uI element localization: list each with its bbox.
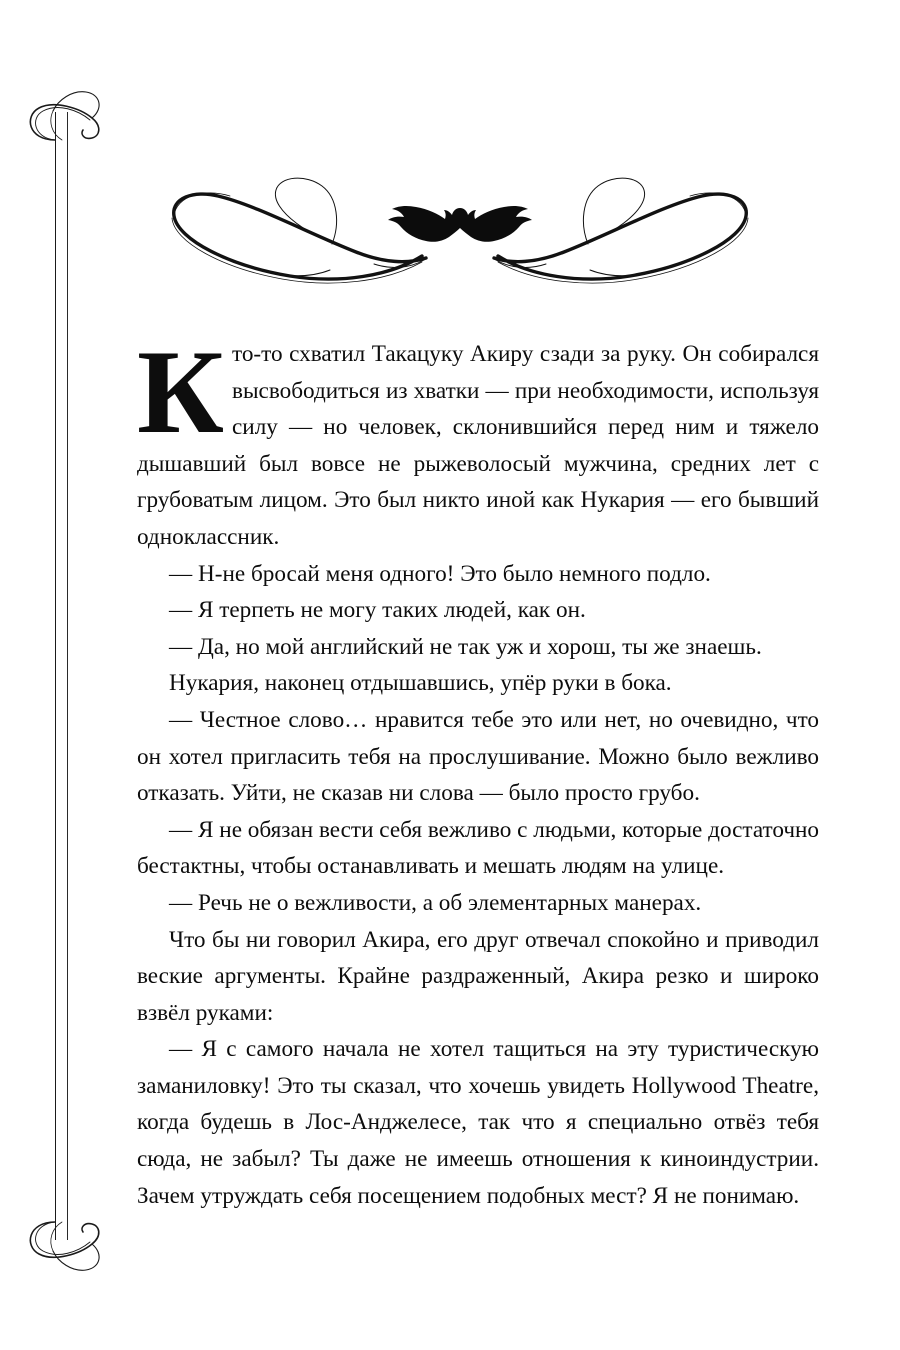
paragraph-text: то-то схватил Такацуку Акиру сзади за руку. Он собирался высвободиться из хватки — при необходимости, используя силу — но человек, склонившийся перед ним и тяжело дышавший был вовсе не рыжеволосый мужчина, средних лет с грубоватым лицом. Это был никто иной как Нукария — его бывший одноклассник.: [137, 341, 819, 550]
vertical-margin-rule: [0, 0, 130, 1350]
paragraph-dialogue-6: — Речь не о вежливости, а об элементарных манерах.: [169, 889, 702, 916]
margin-flourish-top-icon: [8, 78, 120, 188]
paragraph-dialogue-2: — Я терпеть не могу таких людей, как он.: [169, 597, 586, 624]
bat-flourish-ornament: [160, 172, 760, 292]
paragraph-dialogue-3: — Да, но мой английский не так уж и хорош, ты же знаешь.: [169, 633, 762, 660]
body-text-column: [137, 325, 819, 1214]
paragraph-narrative-2: Что бы ни говорил Акира, его друг отвечал спокойно и приводил веские аргументы. Крайне раздраженный, Акира резко и широко взвёл руками:: [137, 926, 819, 1026]
paragraph-narrative-1: Нукария, наконец отдышавшись, упёр руки в бока.: [169, 670, 672, 697]
paragraph-dialogue-4: — Честное слово… нравится тебе это или нет, но очевидно, что он хотел пригласить тебя на прослушивание. Можно было вежливо отказать. Уйти, не сказав ни слова — было просто грубо.: [137, 706, 819, 807]
margin-rule-line-secondary: [67, 112, 68, 1240]
paragraph-dialogue-5: — Я не обязан вести себя вежливо с людьми, которые достаточно бестактны, чтобы останавливать и мешать людям на улице.: [137, 816, 819, 880]
bat-silhouette-icon: [388, 206, 532, 242]
drop-cap-letter: К: [137, 325, 225, 458]
margin-flourish-bottom-icon: [8, 1196, 120, 1306]
margin-rule-line-primary: [55, 112, 56, 1240]
paragraph-opening: [137, 325, 819, 556]
paragraph-dialogue-1: — Н-не бросай меня одного! Это было немного подло.: [169, 560, 711, 587]
paragraph-dialogue-7: — Я с самого начала не хотел тащиться на эту туристическую заманиловку! Это ты сказал, что хочешь увидеть Hollywood Theatre, когда будешь в Лос-Анджелесе, так что я специально отвёз тебя сюда, не забыл? Ты даже не имеешь отношения к киноиндустрии. Зачем утруждать себя посещением подобных мест? Я не понимаю.: [137, 1036, 819, 1209]
